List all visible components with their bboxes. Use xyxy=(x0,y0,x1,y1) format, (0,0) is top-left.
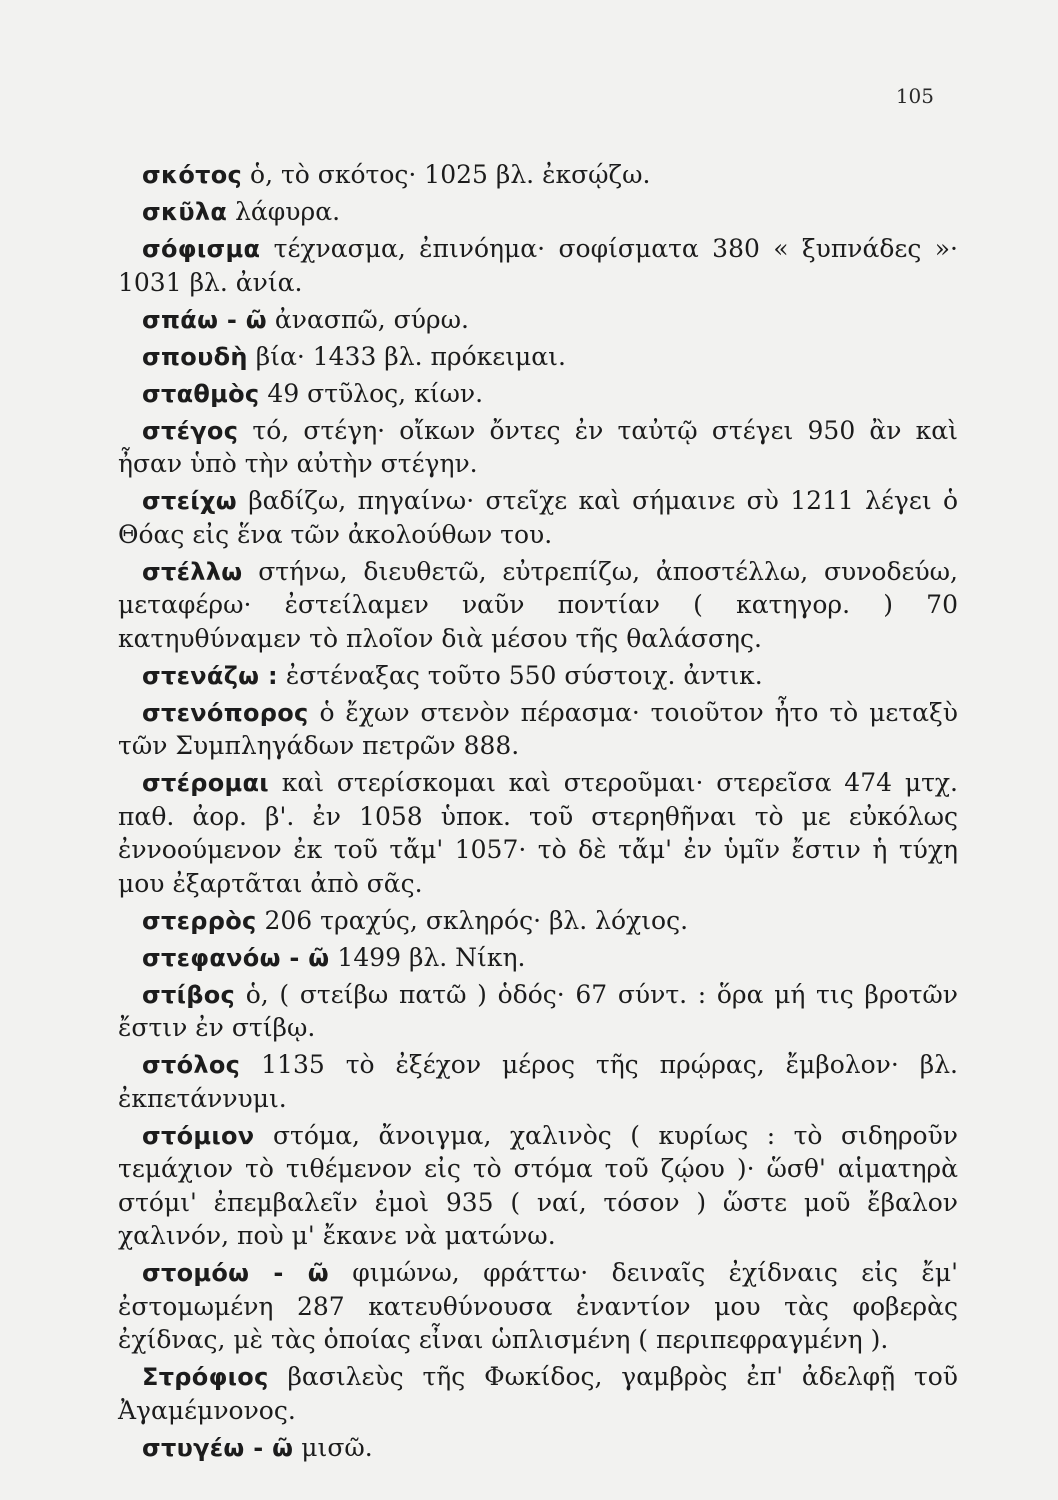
entry-definition: βαδίζω, πηγαίνω· στεῖχε καὶ σήμαινε σὺ 1211 λέγει ὁ Θόας εἰς ἕνα τῶν ἀκολούθων του. xyxy=(118,486,958,549)
entry-definition: φιμώνω, φράττω· δειναῖς ἐχίδναις εἰς ἔμ' ἐστομωμένη 287 κατευθύνουσα ἐναντίον μου τὰς φοβερὰς ἐχίδνας, μὲ τὰς ὁποίας εἶναι ὡπλισμένη ( περιπεφραγμένη ). xyxy=(118,1258,958,1354)
glossary-entry xyxy=(118,1119,958,1253)
glossary-entry xyxy=(118,1360,958,1427)
page-number: 105 xyxy=(895,84,934,108)
entry-lemma: στέρομαι xyxy=(142,769,269,797)
entry-definition: 1499 βλ. Νίκη. xyxy=(337,942,526,972)
entry-lemma: στόμιον xyxy=(142,1121,255,1150)
glossary-entry xyxy=(118,232,958,299)
entry-lemma: σόφισμα xyxy=(142,235,261,263)
glossary-entry xyxy=(118,696,958,763)
glossary-entry xyxy=(118,941,958,975)
entry-definition: στόμα, ἄνοιγμα, χαλινὸς ( κυρίως : τὸ σιδηροῦν τεμάχιον τὸ τιθέμενον εἰς τὸ στόμα τοῦ ζῴου )· ὥσθ' αἱματηρὰ στόμι' ἐπεμβαλεῖν ἐμοὶ 935 ( ναί, τόσον ) ὥστε μοῦ ἔβαλον χαλινόν, ποὺ μ' ἔκανε νὰ ματώνω. xyxy=(118,1120,958,1250)
entry-lemma: στεφανόω - ῶ xyxy=(142,943,330,972)
entry-lemma: σκότος xyxy=(142,161,243,189)
glossary-entry xyxy=(118,766,958,900)
glossary-entries xyxy=(118,158,958,1468)
entry-definition: βασιλεὺς τῆς Φωκίδος, γαμβρὸς ἐπ' ἀδελφῇ τοῦ Ἀγαμέμνονος. xyxy=(118,1362,958,1425)
entry-lemma: σκῦλα xyxy=(142,198,228,226)
glossary-entry xyxy=(118,377,958,411)
entry-lemma: στερρὸς xyxy=(142,906,257,935)
entry-lemma: στέλλω xyxy=(142,557,243,586)
glossary-entry xyxy=(118,158,958,192)
entry-definition: τέχνασμα, ἐπινόημα· σοφίσματα 380 « ξυπνάδες »· 1031 βλ. ἀνία. xyxy=(118,234,958,297)
entry-definition: ὁ ἔχων στενὸν πέρασμα· τοιοῦτον ἦτο τὸ μεταξὺ τῶν Συμπληγάδων πετρῶν 888. xyxy=(118,697,959,760)
glossary-entry xyxy=(118,1431,958,1465)
entry-lemma: στενόπορος xyxy=(142,698,309,727)
entry-definition: τό, στέγη· οἴκων ὄντες ἐν ταὐτῷ στέγει 950 ἂν καὶ ἦσαν ὑπὸ τὴν αὐτὴν στέγην. xyxy=(118,415,958,478)
glossary-entry xyxy=(118,904,958,938)
entry-lemma: στενάζω : xyxy=(142,661,278,690)
entry-definition: ὁ, τὸ σκότος· 1025 βλ. ἐκσῴζω. xyxy=(250,160,651,189)
entry-definition: καὶ στερίσκομαι καὶ στεροῦμαι· στερεῖσα 474 μτχ. παθ. ἀορ. β'. ἐν 1058 ὑποκ. τοῦ στερηθῆναι τὸ με εὐκόλως ἐννοούμενον ἐκ τοῦ τἄμ' 1057· τὸ δὲ τἄμ' ἐν ὑμῖν ἔστιν ἡ τύχη μου ἐξαρτᾶται ἀπὸ σᾶς. xyxy=(118,768,958,898)
entry-definition: 1135 τὸ ἐξέχον μέρος τῆς πρῴρας, ἔμβολον· βλ. ἐκπετάννυμι. xyxy=(118,1050,958,1113)
entry-definition: 49 στῦλος, κίων. xyxy=(267,378,484,408)
glossary-entry xyxy=(118,978,958,1045)
glossary-entry xyxy=(118,1048,958,1115)
entry-lemma: στέγος xyxy=(142,416,239,445)
glossary-entry xyxy=(118,195,958,229)
glossary-entry xyxy=(118,340,958,374)
entry-definition: βία· 1433 βλ. πρόκειμαι. xyxy=(255,341,566,371)
glossary-entry xyxy=(118,1256,958,1357)
entry-definition: μισῶ. xyxy=(301,1432,373,1462)
entry-lemma: σπουδὴ xyxy=(142,342,248,371)
entry-definition: ἐστέναξας τοῦτο 550 σύστοιχ. ἀντικ. xyxy=(285,660,763,690)
glossary-entry xyxy=(118,484,958,551)
entry-lemma: στυγέω - ῶ xyxy=(142,1433,294,1462)
entry-definition: 206 τραχύς, σκληρός· βλ. λόχιος. xyxy=(264,905,689,935)
entry-lemma: στόλος xyxy=(142,1051,241,1079)
entry-lemma: στίβος xyxy=(142,980,236,1009)
entry-lemma: στείχω xyxy=(142,487,237,515)
entry-definition: λάφυρα. xyxy=(235,197,341,226)
entry-lemma: σταθμὸς xyxy=(142,379,260,408)
entry-definition: ὁ, ( στείβω πατῶ ) ὁδός· 67 σύντ. : ὅρα μή τις βροτῶν ἔστιν ἐν στίβῳ. xyxy=(118,979,958,1042)
glossary-entry xyxy=(118,414,958,481)
glossary-entry xyxy=(118,659,958,693)
entry-definition: στήνω, διευθετῶ, εὐτρεπίζω, ἀποστέλλω, συνοδεύω, μεταφέρω· ἐστείλαμεν ναῦν ποντίαν ( κατηγορ. ) 70 κατηυθύναμεν τὸ πλοῖον διὰ μέσου τῆς θαλάσσης. xyxy=(118,556,958,653)
entry-lemma: Στρόφιος xyxy=(142,1363,269,1391)
entry-lemma: στομόω - ῶ xyxy=(142,1259,329,1287)
entry-definition: ἀνασπῶ, σύρω. xyxy=(274,304,469,334)
glossary-entry xyxy=(118,555,958,656)
glossary-entry xyxy=(118,303,958,337)
entry-lemma: σπάω - ῶ xyxy=(142,305,267,334)
